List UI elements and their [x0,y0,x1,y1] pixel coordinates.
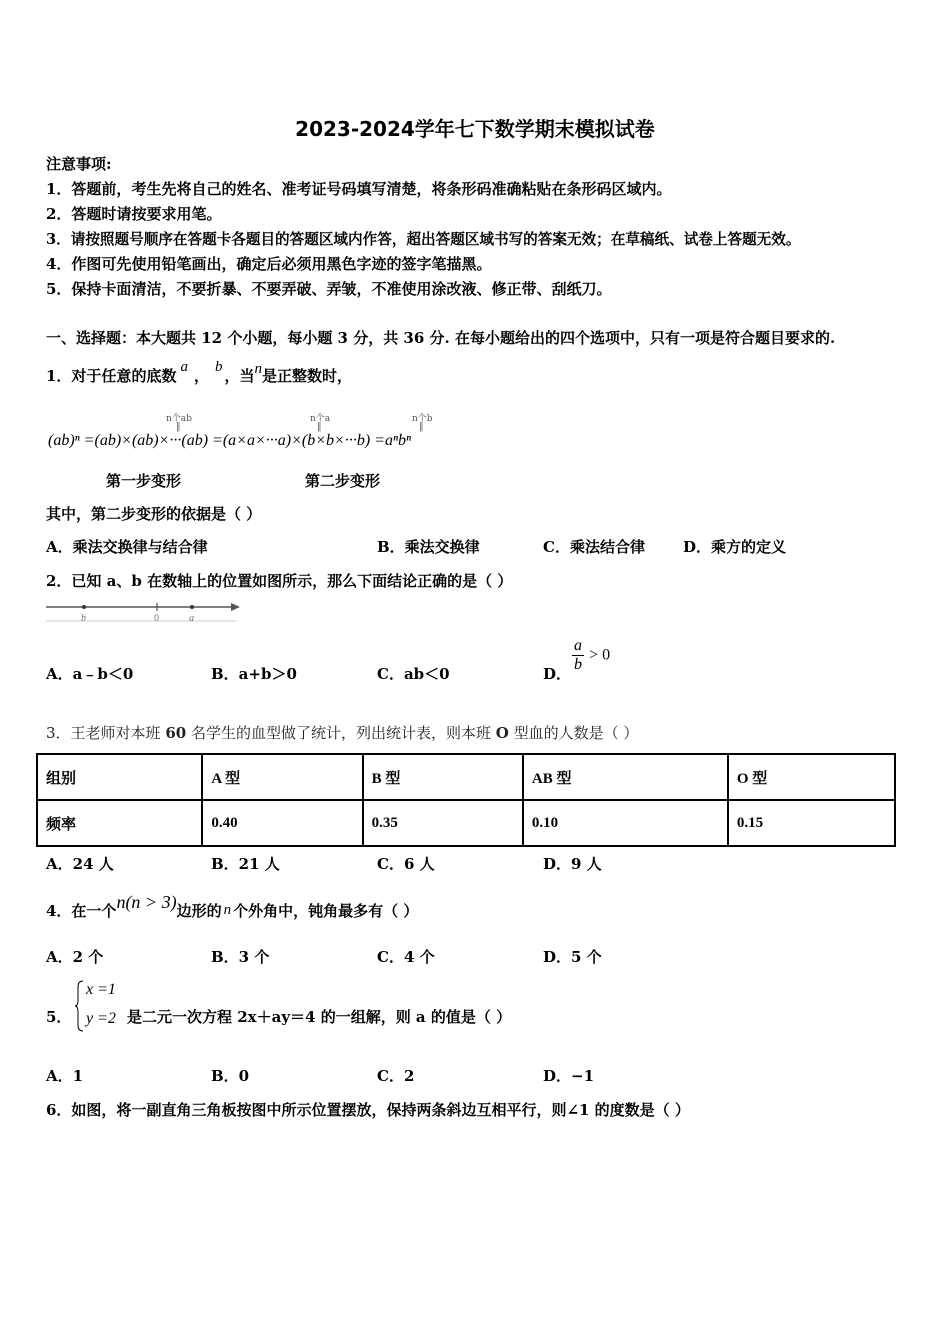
q1-question: 其中，第二步变形的依据是（ ） [46,505,262,523]
notice-item-4: 4．作图可先使用铅笔画出，确定后必须用黑色字迹的签字笔描黑。 [46,255,492,273]
q3-option-c: C．6 人 [377,855,435,873]
q2-option-c: C．ab＜0 [377,665,450,683]
q1-stem: 1．对于任意的底数 a ， b ，当n是正整数时， [46,359,352,385]
notice-item-1: 1．答题前，考生先将自己的姓名、准考证号码填写清楚，将条形码准确粘贴在条形码区域内。 [46,180,672,198]
q1-step2: 第二步变形 [305,472,381,490]
q1-mark-1: ‖ [176,422,181,432]
label-zero: 0 [154,613,159,624]
table-cell: 0.15 [728,800,895,846]
number-line-arrow [231,603,240,611]
table-cell: 0.35 [363,800,523,846]
q1-over2: n个a [310,414,331,424]
q1-option-d: D．乘方的定义 [683,538,787,556]
q1-option-c: C．乘法结合律 [543,538,645,556]
q3-stem: 3．王老师对本班 60 名学生的血型做了统计，列出统计表，则本班 O 型血的人数是（ ） [46,724,639,742]
q4-option-b: B．3 个 [211,948,270,966]
table-row [37,800,895,846]
table-cell: 0.10 [523,800,728,846]
q5-option-b: B．0 [211,1067,250,1085]
q4-option-d: D．5 个 [543,948,602,966]
q1-mark-3: ‖ [419,422,424,432]
q1-over3: n个b [412,414,433,424]
system-brace [74,980,84,1032]
q5-option-a: A．1 [46,1067,84,1085]
q5-option-d: D．−1 [543,1067,595,1085]
notice-heading: 注意事项: [46,155,112,173]
q4-option-a: A．2 个 [46,948,104,966]
q1-over1: n个ab [166,414,192,424]
q1-option-a: A．乘法交换律与结合律 [46,538,208,556]
q6-stem: 6．如图，将一副直角三角板按图中所示位置摆放，保持两条斜边互相平行，则∠1 的度数是（ ） [46,1101,690,1119]
table-header-cell: AB 型 [523,754,728,800]
q5-stem: 是二元一次方程 2x＋ay＝4 的一组解，则 a 的值是（ ） [127,1008,512,1026]
notice-item-5: 5．保持卡面清洁，不要折暴、不要弄破、弄皱，不准使用涂改液、修正带、刮纸刀。 [46,280,612,298]
q3-option-d: D．9 人 [543,855,602,873]
section-heading: 一、选择题：本大题共 12 个小题，每小题 3 分，共 36 分. 在每小题给出的四个选项中，只有一项是符合题目要求的. [46,329,836,347]
q4-option-c: C．4 个 [377,948,435,966]
q5-eq2: y =2 [86,1010,116,1027]
table-header-cell: B 型 [363,754,523,800]
notice-item-3: 3．请按照题号顺序在答题卡各题目的答题区域内作答，超出答题区域书写的答案无效；在草稿纸、试卷上答题无效。 [46,231,801,248]
point-b [82,605,86,609]
point-a [190,605,194,609]
q4-stem: 4．在一个n(n > 3)边形的 n 个外角中，钝角最多有（ ） [46,892,419,920]
table-header-cell: O 型 [728,754,895,800]
label-a: a [189,613,194,624]
table-cell: 0.40 [202,800,362,846]
q2-option-b: B．a+b＞0 [211,665,297,683]
q2-stem: 2．已知 a、b 在数轴上的位置如图所示，那么下面结论正确的是（ ） [46,572,513,590]
q5-eq1: x =1 [86,981,116,998]
notice-item-2: 2．答题时请按要求用笔。 [46,205,222,223]
q2-option-d: D． [543,665,572,683]
q5-number: 5． [46,1008,72,1026]
table-header-cell: A 型 [202,754,362,800]
page-title: 2023-2024学年七下数学期末模拟试卷 [295,117,655,141]
q2-option-a: A．a﹣b＜0 [46,665,134,683]
label-b: b [81,613,86,624]
q3-option-b: B．21 人 [211,855,280,873]
table-header-row [37,754,895,800]
q2-option-d-fraction: $\frac{a}{b}$ > 0 [574,637,611,673]
q3-option-a: A．24 人 [46,855,114,873]
q1-formula: (ab)ⁿ =(ab)×(ab)×···(ab) =(a×a×···a)×(b×b×···b) =aⁿbⁿ [48,432,412,449]
table-cell: 频率 [37,800,202,846]
q1-mark-2: ‖ [317,422,322,432]
q1-option-b: B．乘法交换律 [377,538,480,556]
number-line [44,598,244,626]
table-header-cell: 组别 [37,754,202,800]
blood-type-table [36,753,896,847]
q1-step1: 第一步变形 [106,472,182,490]
q5-option-c: C．2 [377,1067,415,1085]
